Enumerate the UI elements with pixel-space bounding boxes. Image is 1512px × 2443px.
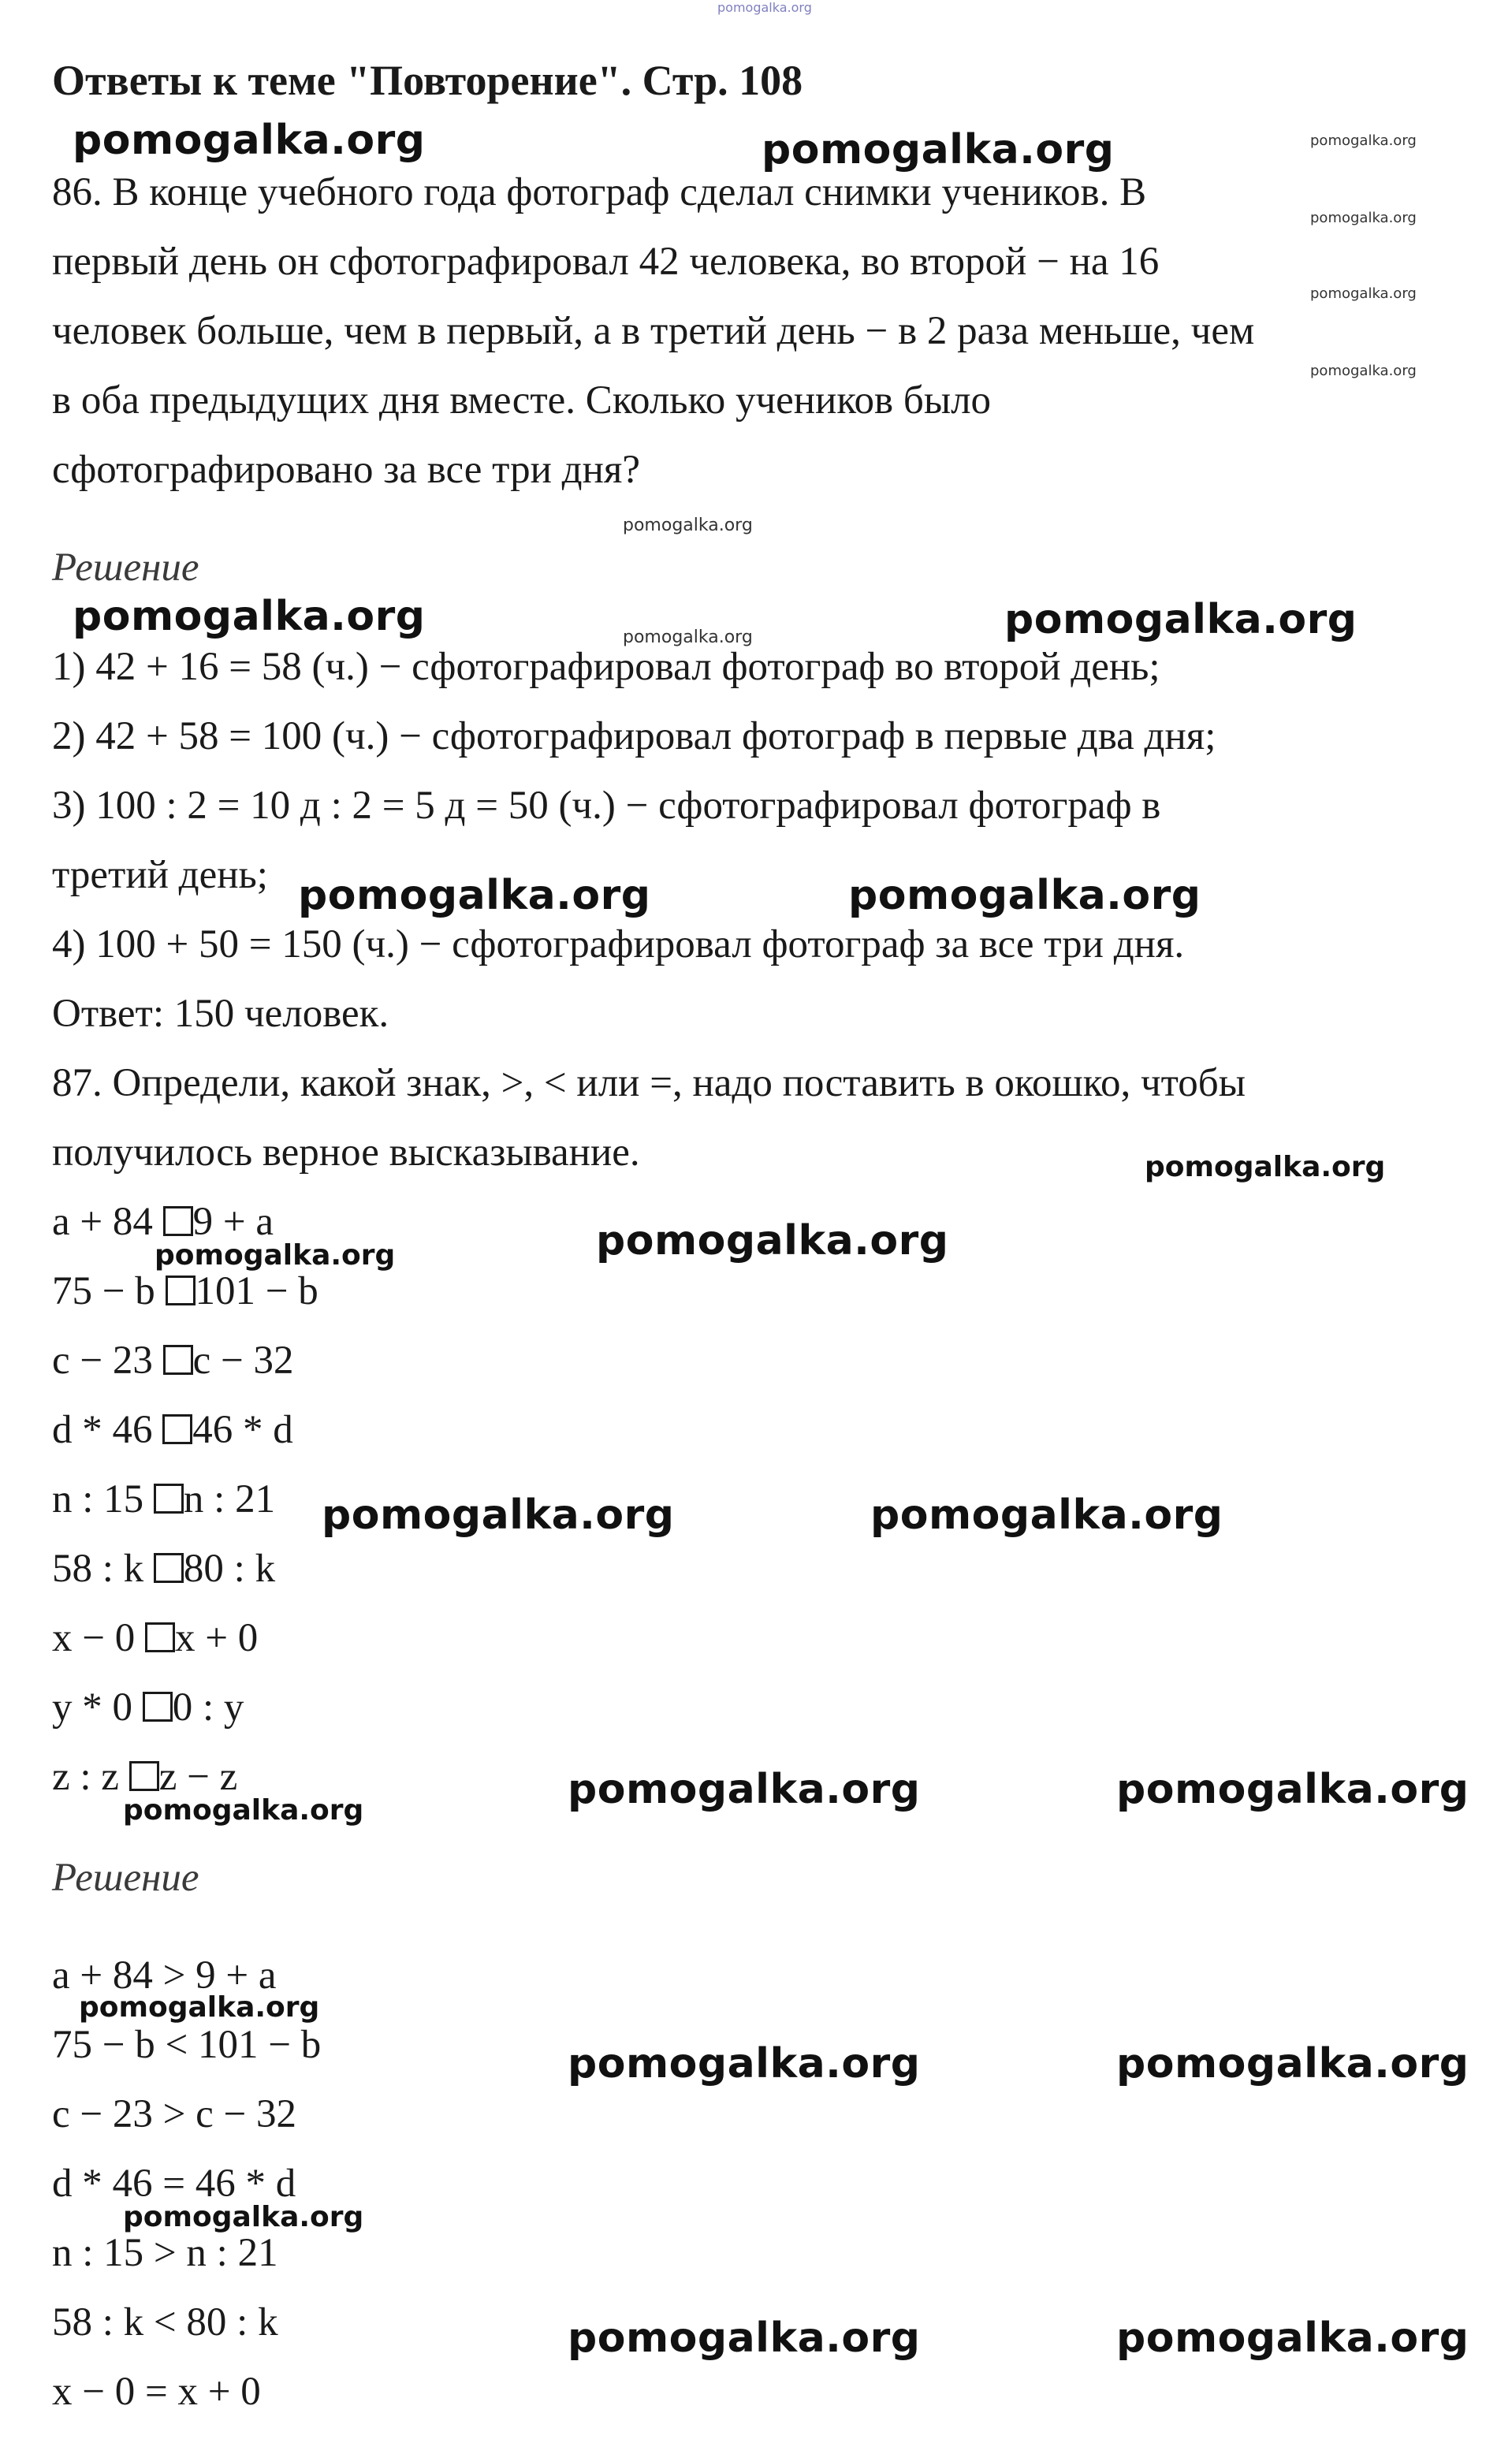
exercise-left: c − 23 xyxy=(52,1339,163,1383)
answer-box xyxy=(129,1761,159,1791)
watermark: pomogalka.org xyxy=(1004,596,1357,643)
page-title: Ответы к теме "Повторение". Стр. 108 xyxy=(52,57,803,104)
exercise-6 xyxy=(52,1545,275,1592)
exercise-right: 0 : y xyxy=(172,1685,244,1730)
task86-line-3: человек больше, чем в первый, а в третий день − в 2 раза меньше, чем xyxy=(52,309,1255,353)
answer-box xyxy=(143,1692,173,1722)
task86-solution-step-4: 4) 100 + 50 = 150 (ч.) − сфотографировал фотограф за все три дня. xyxy=(52,922,1185,966)
answer-2: 75 − b < 101 − b xyxy=(52,2023,322,2067)
exercise-left: x − 0 xyxy=(52,1616,146,1660)
answer-box xyxy=(163,1206,193,1236)
exercise-right: 9 + a xyxy=(192,1200,274,1244)
exercise-left: 58 : k xyxy=(52,1547,154,1591)
watermark: pomogalka.org xyxy=(568,2040,921,2087)
task86-line-5: сфотографировано за все три дня? xyxy=(52,448,640,492)
exercise-left: y * 0 xyxy=(52,1685,143,1730)
watermark: pomogalka.org xyxy=(1310,363,1417,379)
watermark: pomogalka.org xyxy=(123,1794,364,1827)
task86-line-2: первый день он сфотографировал 42 человека, во второй − на 16 xyxy=(52,240,1160,284)
watermark: pomogalka.org xyxy=(1310,132,1417,149)
task86-answer: Ответ: 150 человек. xyxy=(52,992,389,1036)
watermark: pomogalka.org xyxy=(1116,1766,1469,1813)
exercise-left: d * 46 xyxy=(52,1408,163,1452)
exercise-2 xyxy=(52,1268,318,1315)
watermark: pomogalka.org xyxy=(870,1491,1223,1539)
exercise-1 xyxy=(52,1198,274,1246)
exercise-3 xyxy=(52,1337,294,1384)
task86-solution-step-3: 3) 100 : 2 = 10 д : 2 = 5 д = 50 (ч.) − сфотографировал фотограф в xyxy=(52,784,1161,828)
watermark: pomogalka.org xyxy=(298,872,651,919)
task86-solution-step-3-cont: третий день; xyxy=(52,853,268,897)
answer-6: 58 : k < 80 : k xyxy=(52,2300,278,2344)
exercise-left: a + 84 xyxy=(52,1200,163,1244)
answer-box xyxy=(162,1414,192,1444)
task86-solution-step-1: 1) 42 + 16 = 58 (ч.) − сфотографировал фотограф во второй день; xyxy=(52,645,1160,689)
exercise-right: 80 : k xyxy=(183,1547,276,1591)
task87-line-1: 87. Определи, какой знак, >, < или =, надо поставить в окошко, чтобы xyxy=(52,1061,1246,1105)
exercise-8 xyxy=(52,1684,244,1731)
exercise-right: z − z xyxy=(158,1755,238,1799)
answer-box xyxy=(166,1275,196,1305)
task86-line-4: в оба предыдущих дня вместе. Сколько учеников было xyxy=(52,378,992,423)
answer-4: d * 46 = 46 * d xyxy=(52,2162,296,2206)
watermark: pomogalka.org xyxy=(1310,210,1417,226)
exercise-7 xyxy=(52,1614,258,1662)
watermark: pomogalka.org xyxy=(155,1239,396,1272)
answer-box xyxy=(163,1345,193,1375)
watermark: pomogalka.org xyxy=(1116,2315,1469,2362)
answer-3: c − 23 > c − 32 xyxy=(52,2092,297,2136)
exercise-left: n : 15 xyxy=(52,1477,154,1521)
watermark: pomogalka.org xyxy=(1145,1151,1386,1183)
answer-box xyxy=(145,1622,175,1652)
exercise-right: 46 * d xyxy=(192,1408,293,1452)
watermark: pomogalka.org xyxy=(73,593,426,640)
watermark: pomogalka.org xyxy=(848,872,1201,919)
watermark: pomogalka.org xyxy=(623,516,753,535)
answer-box xyxy=(154,1553,184,1583)
task87-line-2: получилось верное высказывание. xyxy=(52,1130,640,1175)
task86-solution-step-2: 2) 42 + 58 = 100 (ч.) − сфотографировал фотограф в первые два дня; xyxy=(52,714,1216,758)
watermark: pomogalka.org xyxy=(322,1491,675,1539)
exercise-right: c − 32 xyxy=(192,1339,294,1383)
watermark: pomogalka.org xyxy=(1116,2040,1469,2087)
header-watermark: pomogalka.org xyxy=(717,0,812,15)
exercise-5 xyxy=(52,1476,275,1523)
answer-7: x − 0 = x + 0 xyxy=(52,2370,261,2414)
exercise-9 xyxy=(52,1753,237,1801)
exercise-left: 75 − b xyxy=(52,1269,166,1313)
watermark: pomogalka.org xyxy=(568,1766,921,1813)
exercise-4 xyxy=(52,1406,293,1454)
answer-5: n : 15 > n : 21 xyxy=(52,2231,278,2275)
watermark: pomogalka.org xyxy=(79,1991,320,2024)
watermark: pomogalka.org xyxy=(1310,285,1417,302)
watermark: pomogalka.org xyxy=(73,117,426,164)
answer-box xyxy=(154,1484,184,1514)
exercise-left: z : z xyxy=(52,1755,129,1799)
watermark: pomogalka.org xyxy=(596,1217,949,1264)
exercise-right: x + 0 xyxy=(175,1616,259,1660)
watermark: pomogalka.org xyxy=(762,126,1115,173)
watermark: pomogalka.org xyxy=(123,2201,364,2233)
watermark: pomogalka.org xyxy=(623,628,753,647)
exercise-right: n : 21 xyxy=(183,1477,276,1521)
task86-solution-label: Решение xyxy=(52,546,199,590)
exercise-right: 101 − b xyxy=(195,1269,318,1313)
answer-1: a + 84 > 9 + a xyxy=(52,1953,277,1998)
watermark: pomogalka.org xyxy=(568,2315,921,2362)
task86-line-1: 86. В конце учебного года фотограф сделал снимки учеников. В xyxy=(52,170,1147,214)
task87-solution-label: Решение xyxy=(52,1856,199,1900)
